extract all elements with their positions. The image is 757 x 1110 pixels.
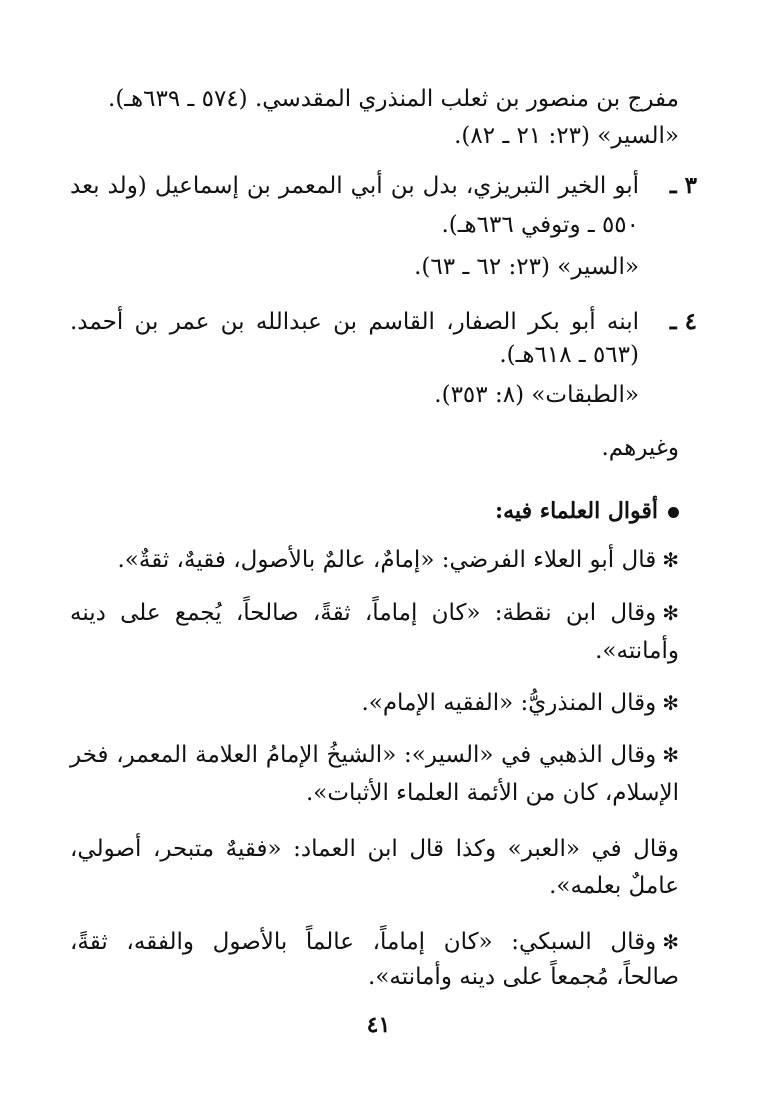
quote-text: وقال ابن نقطة: «كان إماماً، ثقةً، صالحاً، يُجمع على دينه (70, 600, 657, 626)
quote-line (70, 545, 679, 575)
section-heading (70, 496, 679, 526)
text-line: وغيرهم. (601, 435, 679, 461)
text-line: أبو الخير التبريزي، بدل بن أبي المعمر بن إسماعيل (ولد بعد (70, 173, 639, 199)
heading-text: أقوال العلماء فيه: (495, 498, 658, 524)
quote-line (70, 598, 679, 628)
star-icon: ✻ (662, 548, 679, 572)
quote-line (70, 927, 679, 957)
text-line: صالحاً، مُجمعاً على دينه وأمانته». (368, 964, 679, 990)
text-line: (٥٦٣ ـ ٦١٨هـ). (499, 342, 639, 368)
star-icon: ✻ (662, 691, 679, 715)
page-number: ٤١ (366, 1012, 391, 1038)
text-line: وقال في «العبر» وكذا قال ابن العماد: «فقيهٌ متبحر، أصولي، (70, 836, 679, 862)
list-number: ٤ ـ (669, 308, 697, 335)
reference-line: «الطبقات» (٨: ٣٥٣). (434, 382, 639, 408)
quote-text: وقال المنذريُّ: «الفقيه الإمام». (361, 690, 657, 716)
star-icon: ✻ (662, 743, 679, 767)
reference-line: «السير» (٢٣: ٦٢ ـ ٦٣). (414, 254, 639, 280)
text-line: ٥٥٠ ـ وتوفي ٦٣٦هـ). (441, 212, 639, 238)
quote-line (70, 688, 679, 718)
quote-text: وقال الذهبي في «السير»: «الشيخُ الإمامُ العلامة المعمر، فخر (70, 742, 657, 768)
bullet-icon (668, 507, 679, 518)
text-line: مفرج بن منصور بن ثعلب المنذري المقدسي. (٥٧٤ ـ ٦٣٩هـ). (108, 86, 679, 112)
star-icon: ✻ (662, 601, 679, 625)
quote-text: وقال السبكي: «كان إماماً، عالماً بالأصول والفقه، ثقةً، (70, 929, 657, 955)
quote-text: قال أبو العلاء الفرضي: «إمامٌ، عالمٌ بالأصول، فقيهٌ، ثقةٌ». (117, 547, 657, 573)
quote-line (70, 740, 679, 770)
star-icon: ✻ (662, 930, 679, 954)
text-line: ابنه أبو بكر الصفار، القاسم بن عبدالله بن عمر بن أحمد. (70, 309, 639, 335)
text-line: وأمانته». (595, 638, 679, 664)
text-line: عاملٌ بعلمه». (549, 873, 679, 899)
reference-line: «السير» (٢٣: ٢١ ـ ٨٢). (454, 123, 679, 149)
list-number: ٣ ـ (669, 172, 697, 199)
text-line: الإسلام، كان من الأئمة العلماء الأثبات». (305, 780, 679, 806)
